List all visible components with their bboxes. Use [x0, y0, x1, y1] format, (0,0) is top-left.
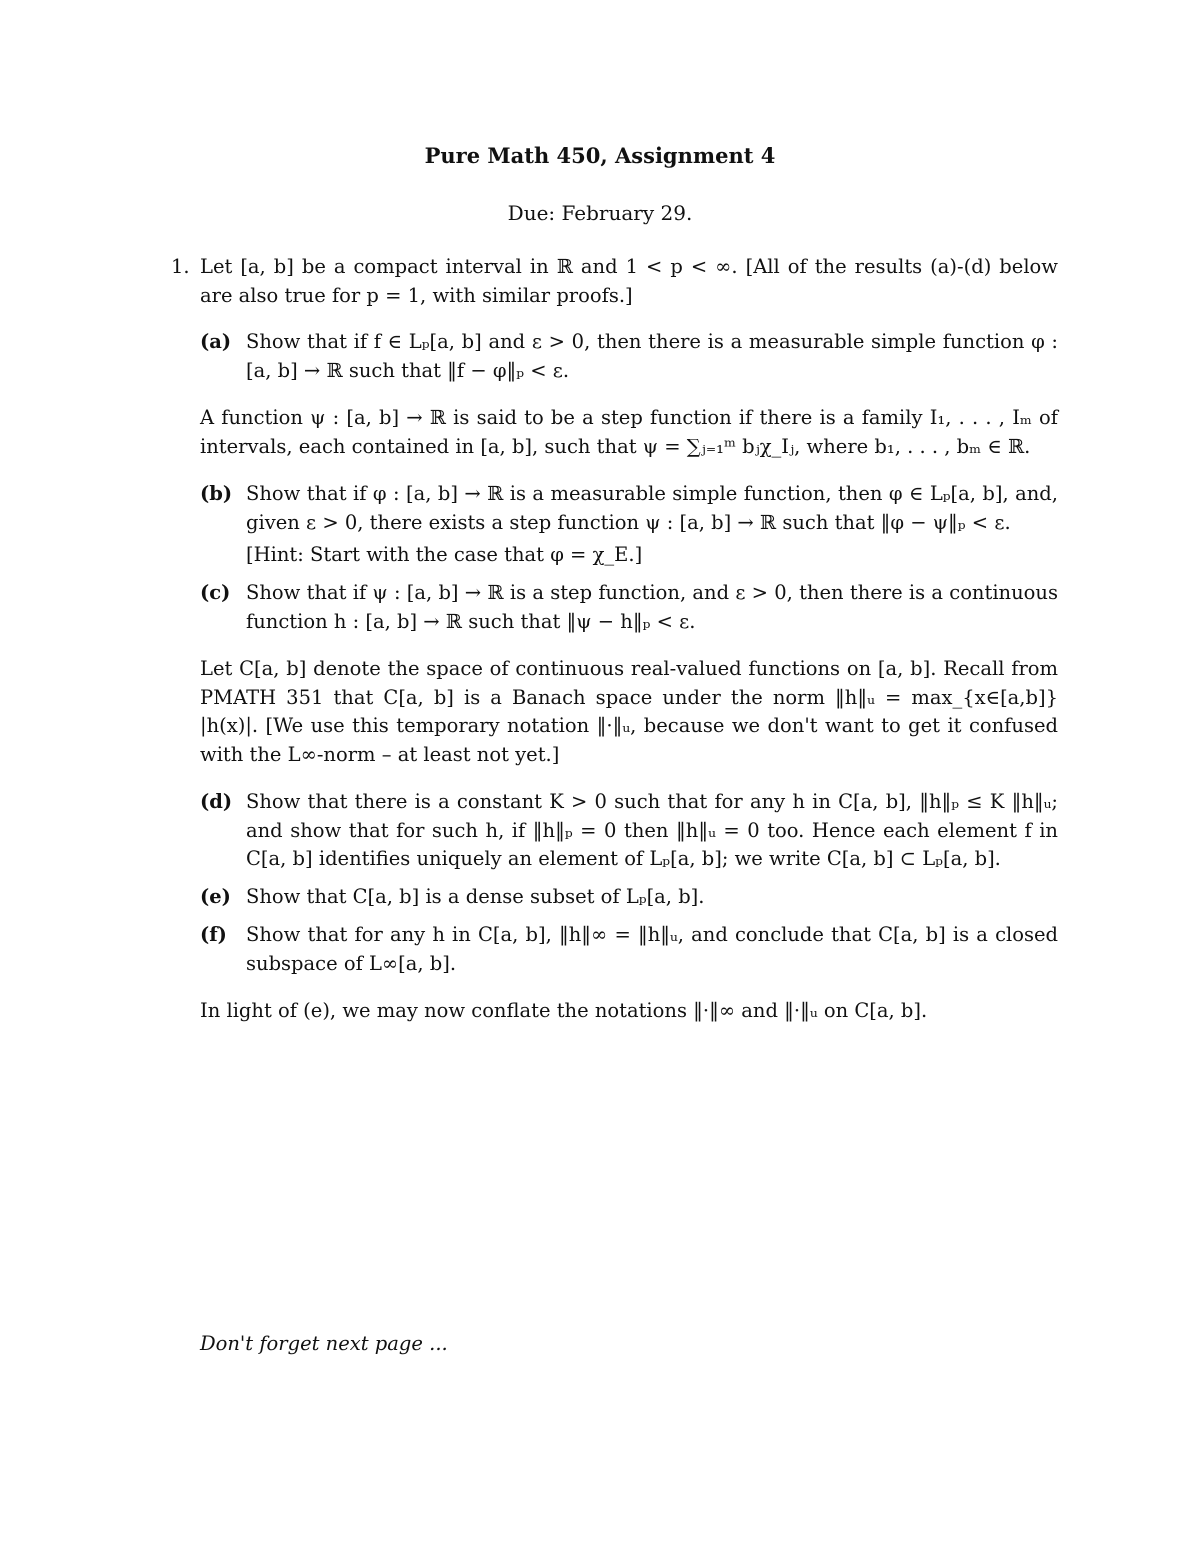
question-number: 1. [171, 255, 190, 278]
part-a-text: Show that if f ∈ Lₚ[a, b] and ε > 0, then there is a measurable simple function φ : [a, b] → ℝ such that ‖f − φ‖ₚ < ε. [246, 330, 1058, 382]
part-label-c: (c) [200, 581, 231, 604]
part-label-a: (a) [200, 330, 232, 353]
continuous-functions-definition: Let C[a, b] denote the space of continuous real-valued functions on [a, b]. Recall from PMATH 351 that C[a, b] is a Banach space under the norm ‖h‖ᵤ = max_{x∈[a,b]} |h(x)|. [We use this temporary notation ‖·‖ᵤ, because we don't want to get it confused with the L∞-norm – at least not yet.] [200, 657, 1058, 766]
part-label-f: (f) [200, 923, 227, 946]
footer-note: Don't forget next page ... [200, 1332, 448, 1355]
part-label-b: (b) [200, 482, 233, 505]
part-c-text: Show that if ψ : [a, b] → ℝ is a step function, and ε > 0, then there is a continuous function h : [a, b] → ℝ such that ‖ψ − h‖ₚ < ε. [246, 581, 1058, 633]
part-d-text: Show that there is a constant K > 0 such that for any h in C[a, b], ‖h‖ₚ ≤ K ‖h‖ᵤ; and show that for such h, if ‖h‖ₚ = 0 then ‖h‖ᵤ = 0 too. Hence each element f in C[a, b] identifies uniquely an element of Lₚ[a, b]; we write C[a, b] ⊂ Lₚ[a, b]. [246, 790, 1058, 870]
due-date: Due: February 29. [507, 201, 693, 225]
part-f-text: Show that for any h in C[a, b], ‖h‖∞ = ‖h‖ᵤ, and conclude that C[a, b] is a closed subspace of L∞[a, b]. [246, 923, 1058, 975]
part-b-hint: [Hint: Start with the case that φ = χ_E.] [246, 543, 643, 566]
part-label-e: (e) [200, 885, 231, 908]
part-b-text: Show that if φ : [a, b] → ℝ is a measurable simple function, then φ ∈ Lₚ[a, b], and, given ε > 0, there exists a step function ψ : [a, b] → ℝ such that ‖φ − ψ‖ₚ < ε. [246, 482, 1058, 534]
conclusion-note: In light of (e), we may now conflate the notations ‖·‖∞ and ‖·‖ᵤ on C[a, b]. [200, 999, 928, 1022]
page-title: Pure Math 450, Assignment 4 [424, 143, 776, 168]
question-intro: Let [a, b] be a compact interval in ℝ and 1 < p < ∞. [All of the results (a)-(d) below are also true for p = 1, with similar proofs.] [200, 255, 1058, 307]
step-function-definition: A function ψ : [a, b] → ℝ is said to be a step function if there is a family I₁, . . . , Iₘ of intervals, each contained in [a, b], such that ψ = ∑ⱼ₌₁ᵐ bⱼχ_Iⱼ, where b₁, . . . , bₘ ∈ ℝ. [200, 406, 1058, 458]
part-e-text: Show that C[a, b] is a dense subset of Lₚ[a, b]. [246, 885, 705, 908]
part-label-d: (d) [200, 790, 233, 813]
